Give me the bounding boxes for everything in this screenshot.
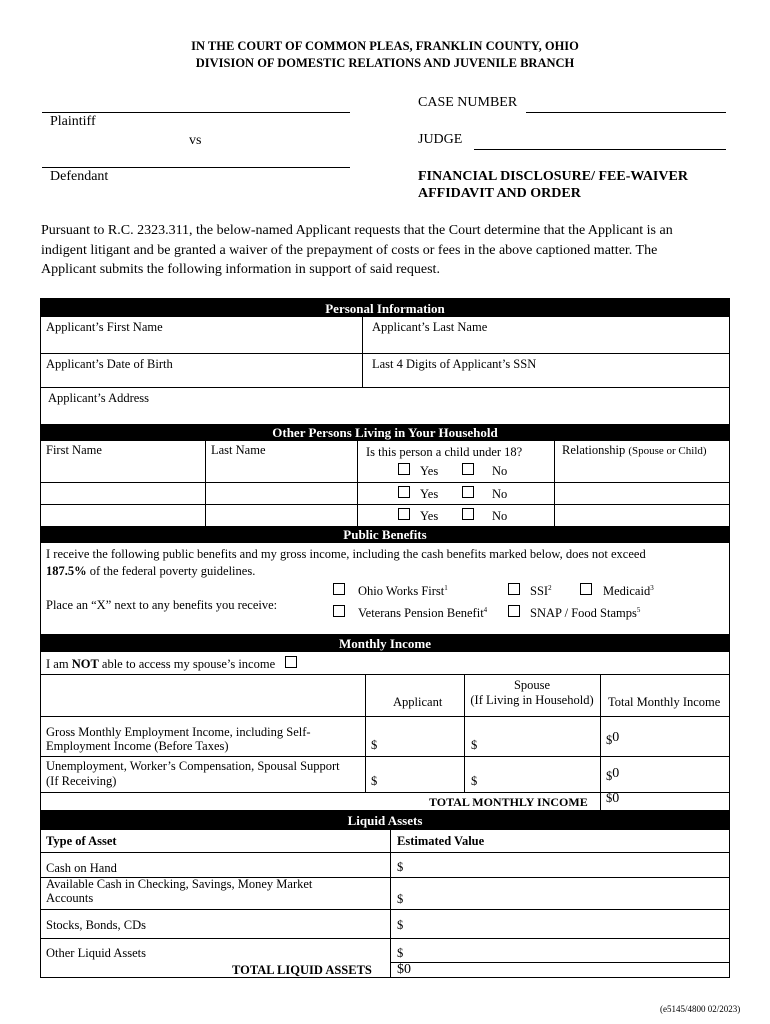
judge-label: JUDGE — [418, 132, 463, 147]
snap-text: SNAP / Food Stamps — [530, 606, 637, 621]
snap-checkbox[interactable] — [508, 605, 520, 617]
employment-line1: Gross Monthly Employment Income, including Self- — [46, 725, 311, 739]
unemployment-total-dollar: $ — [606, 769, 613, 783]
ssi-checkbox[interactable] — [508, 583, 520, 595]
spouse-not: NOT — [71, 657, 99, 671]
benefits-text-line2 — [46, 563, 646, 580]
snap-footnote: 5 — [636, 606, 641, 614]
medicaid-text: Medicaid — [603, 584, 651, 599]
total-monthly-income-amount: 0 — [612, 791, 620, 806]
veterans-label — [358, 606, 487, 621]
income-col-spouse — [464, 678, 600, 708]
household-row2-no-checkbox[interactable] — [462, 486, 474, 498]
household-row3-no-label: No — [492, 509, 508, 523]
unemployment-applicant-field[interactable]: $ — [371, 774, 378, 788]
household-header: Other Persons Living in Your Household — [41, 424, 729, 441]
medicaid-footnote: 3 — [650, 584, 654, 592]
form-title-line1: FINANCIAL DISCLOSURE/ FEE-WAIVER — [418, 169, 688, 184]
assets-col-value: Estimated Value — [397, 834, 485, 848]
spouse-income-checkbox[interactable] — [285, 656, 297, 668]
intro-paragraph — [41, 221, 673, 280]
place-x-instruction: Place an “X” next to any benefits you receive: — [46, 598, 278, 612]
household-row3-no-checkbox[interactable] — [462, 508, 474, 520]
asset-checking-savings — [46, 877, 312, 905]
intro-line1: Pursuant to R.C. 2323.311, the below-named Applicant requests that the Court determine that the Applicant is an — [41, 223, 673, 238]
applicant-first-name-field[interactable]: Applicant’s First Name — [46, 320, 163, 334]
benefits-statement — [46, 546, 646, 580]
ssi-label — [530, 584, 552, 599]
ohio-works-footnote: 1 — [444, 584, 448, 592]
personal-info-header: Personal Information — [41, 299, 729, 317]
defendant-line[interactable] — [42, 167, 350, 168]
veterans-footnote: 4 — [483, 606, 488, 614]
household-row2-no-label: No — [492, 487, 508, 501]
ohio-works-checkbox[interactable] — [333, 583, 345, 595]
form-code: (e5145/4800 02/2023) — [660, 1004, 741, 1014]
court-name: IN THE COURT OF COMMON PLEAS, FRANKLIN COUNTY, OHIO — [191, 39, 579, 53]
defendant-label: Defendant — [50, 169, 109, 184]
asset-stocks-bonds: Stocks, Bonds, CDs — [46, 918, 147, 932]
asset-cash-on-hand-value[interactable]: $ — [397, 860, 404, 874]
total-monthly-income-dollar: $ — [606, 791, 613, 805]
household-row1-yes-checkbox[interactable] — [398, 463, 410, 475]
employment-spouse-field[interactable]: $ — [471, 738, 478, 752]
employment-line2: Employment Income (Before Taxes) — [46, 739, 229, 753]
liquid-assets-header: Liquid Assets — [41, 810, 729, 830]
asset-cash-on-hand: Cash on Hand — [46, 861, 117, 875]
employment-total-value: 0 — [612, 730, 620, 745]
income-col-total: Total Monthly Income — [608, 695, 721, 709]
employment-total — [606, 730, 620, 749]
applicant-last-name-field[interactable]: Applicant’s Last Name — [372, 320, 488, 334]
relationship-note: (Spouse or Child) — [628, 445, 707, 457]
household-row3-yes-checkbox[interactable] — [398, 508, 410, 520]
public-benefits-header: Public Benefits — [41, 526, 729, 543]
ohio-works-label — [358, 584, 448, 599]
assets-col-type: Type of Asset — [46, 834, 117, 848]
case-number-field[interactable] — [526, 112, 726, 113]
veterans-text: Veterans Pension Benefit — [358, 606, 484, 621]
asset-checking-line2: Accounts — [46, 891, 94, 905]
form-title-line2: AFFIDAVIT AND ORDER — [418, 186, 581, 201]
unemployment-spouse-field[interactable]: $ — [471, 774, 478, 788]
household-col-child: Is this person a child under 18? — [366, 445, 523, 459]
employment-applicant-field[interactable]: $ — [371, 738, 378, 752]
snap-label — [530, 606, 640, 621]
household-row1-yes-label: Yes — [420, 464, 439, 478]
income-col-spouse-line2: (If Living in Household) — [470, 693, 594, 707]
household-col-relationship — [562, 443, 707, 458]
unemployment-line1: Unemployment, Worker’s Compensation, Spousal Support — [46, 759, 340, 773]
employment-total-dollar: $ — [606, 733, 613, 747]
household-row2-yes-label: Yes — [420, 487, 439, 501]
intro-line2: indigent litigant and be granted a waiver of the prepayment of costs or fees in the above captioned matter. The — [41, 242, 658, 258]
ssi-text: SSI — [530, 584, 549, 599]
ssi-footnote: 2 — [548, 584, 552, 592]
relationship-label: Relationship — [562, 443, 626, 457]
applicant-address-field[interactable]: Applicant’s Address — [48, 391, 150, 405]
court-division: DIVISION OF DOMESTIC RELATIONS AND JUVENILE BRANCH — [195, 56, 575, 70]
total-monthly-income-label: TOTAL MONTHLY INCOME — [429, 795, 588, 809]
unemployment-line2: (If Receiving) — [46, 774, 117, 788]
plaintiff-label: Plaintiff — [50, 114, 96, 129]
spouse-income-statement — [46, 657, 275, 672]
total-monthly-income-value — [606, 791, 619, 807]
plaintiff-line[interactable] — [42, 112, 350, 113]
unemployment-total-value: 0 — [612, 766, 620, 781]
ohio-works-text: Ohio Works First — [358, 584, 445, 599]
total-liquid-assets-label: TOTAL LIQUID ASSETS — [232, 963, 372, 977]
household-col-last: Last Name — [211, 443, 266, 457]
income-row-unemployment — [46, 759, 340, 789]
veterans-checkbox[interactable] — [333, 605, 345, 617]
benefits-text-line2-rest: of the federal poverty guidelines. — [86, 564, 256, 578]
case-number-label: CASE NUMBER — [418, 95, 518, 110]
applicant-ssn-field[interactable]: Last 4 Digits of Applicant’s SSN — [372, 357, 537, 371]
asset-checking-line1: Available Cash in Checking, Savings, Money Market — [46, 877, 313, 891]
household-row1-no-label: No — [492, 464, 508, 478]
household-row1-no-checkbox[interactable] — [462, 463, 474, 475]
intro-line3: Applicant submits the following information in support of said request. — [41, 262, 440, 277]
asset-other-liquid: Other Liquid Assets — [46, 946, 146, 960]
asset-checking-value[interactable]: $ — [397, 892, 404, 906]
spouse-suffix: able to access my spouse’s income — [98, 657, 276, 671]
income-row-employment — [46, 725, 311, 753]
asset-other-value[interactable]: $ — [397, 946, 404, 960]
applicant-dob-field[interactable]: Applicant’s Date of Birth — [46, 357, 173, 371]
poverty-percent: 187.5% — [46, 564, 87, 578]
household-col-first: First Name — [46, 443, 102, 457]
medicaid-checkbox[interactable] — [580, 583, 592, 595]
judge-field[interactable] — [474, 149, 726, 150]
household-row2-yes-checkbox[interactable] — [398, 486, 410, 498]
benefits-text-line1: I receive the following public benefits and my gross income, including the cash benefits marked below, does not exceed — [46, 547, 646, 561]
asset-stocks-value[interactable]: $ — [397, 918, 404, 932]
spouse-prefix: I am — [46, 657, 72, 671]
household-row3-yes-label: Yes — [420, 509, 439, 523]
income-col-applicant: Applicant — [393, 695, 443, 709]
income-col-spouse-line1: Spouse — [513, 678, 551, 692]
vs-label: vs — [189, 133, 202, 148]
monthly-income-header: Monthly Income — [41, 634, 729, 652]
medicaid-label — [603, 584, 654, 599]
total-liquid-assets-value: $0 — [397, 962, 411, 977]
unemployment-total — [606, 766, 620, 785]
